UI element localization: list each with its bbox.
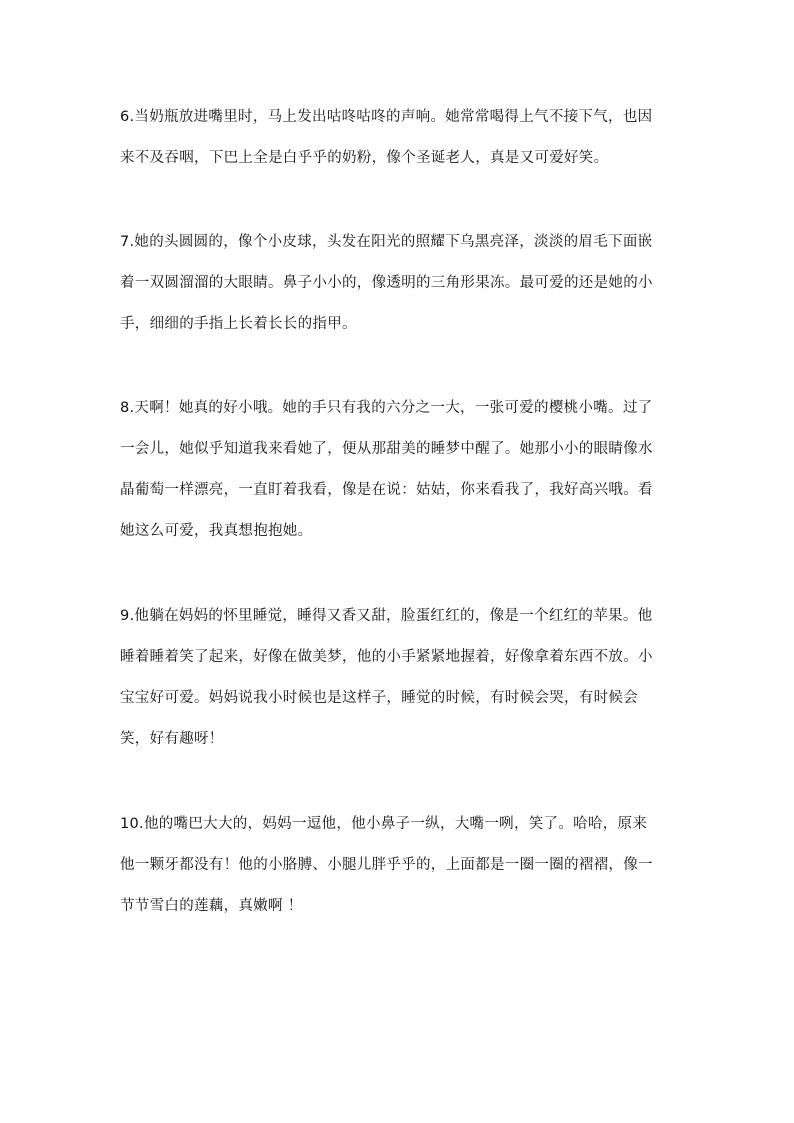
paragraph-line: 一会儿，她似乎知道我来看她了，便从那甜美的睡梦中醒了。她那小小的眼睛像水 [120, 441, 653, 457]
paragraph-10 [120, 814, 680, 937]
paragraph-line: 节节雪白的莲藕，真嫩啊 ！ [120, 898, 303, 914]
paragraph-8 [120, 398, 680, 562]
paragraph-line: 宝宝好可爱。妈妈说我小时候也是这样子，睡觉的时候，有时候会哭，有时候会 [120, 690, 638, 706]
paragraph-line: 她这么可爱，我真想抱抱她。 [120, 523, 313, 539]
paragraph-line: 他一颗牙都没有！他的小胳膊、小腿儿胖乎乎的，上面都是一圈一圈的褶褶，像一 [120, 857, 653, 873]
paragraph-line: 10.他的嘴巴大大的，妈妈一逗他，他小鼻子一纵，大嘴一咧，笑了。哈哈，原来 [120, 816, 648, 832]
paragraph-7 [120, 232, 680, 355]
paragraph-line: 8.天啊！她真的好小哦。她的手只有我的六分之一大，一张可爱的樱桃小嘴。过了 [120, 400, 653, 416]
paragraph-line: 6.当奶瓶放进嘴里时，马上发出咕咚咕咚的声响。她常常喝得上气不接下气，也因 [120, 109, 653, 125]
paragraph-line: 7.她的头圆圆的，像个小皮球，头发在阳光的照耀下乌黑亮泽，淡淡的眉毛下面嵌 [120, 234, 653, 250]
paragraph-line: 晶葡萄一样漂亮，一直盯着我看，像是在说：姑姑，你来看我了，我好高兴哦。看 [120, 482, 653, 498]
paragraph-line: 笑，好有趣呀！ [120, 731, 224, 747]
paragraph-line: 睡着睡着笑了起来，好像在做美梦，他的小手紧紧地握着，好像拿着东西不放。小 [120, 649, 653, 665]
paragraph-line: 着一双圆溜溜的大眼睛。鼻子小小的，像透明的三角形果冻。最可爱的还是她的小 [120, 275, 653, 291]
paragraph-line: 来不及吞咽，下巴上全是白乎乎的奶粉，像个圣诞老人，真是又可爱好笑。 [120, 150, 609, 166]
paragraph-6 [120, 107, 680, 189]
paragraph-line: 手，细细的手指上长着长长的指甲。 [120, 316, 357, 332]
paragraph-9 [120, 606, 680, 770]
paragraph-line: 9.他躺在妈妈的怀里睡觉，睡得又香又甜，脸蛋红红的，像是一个红红的苹果。他 [120, 608, 653, 624]
